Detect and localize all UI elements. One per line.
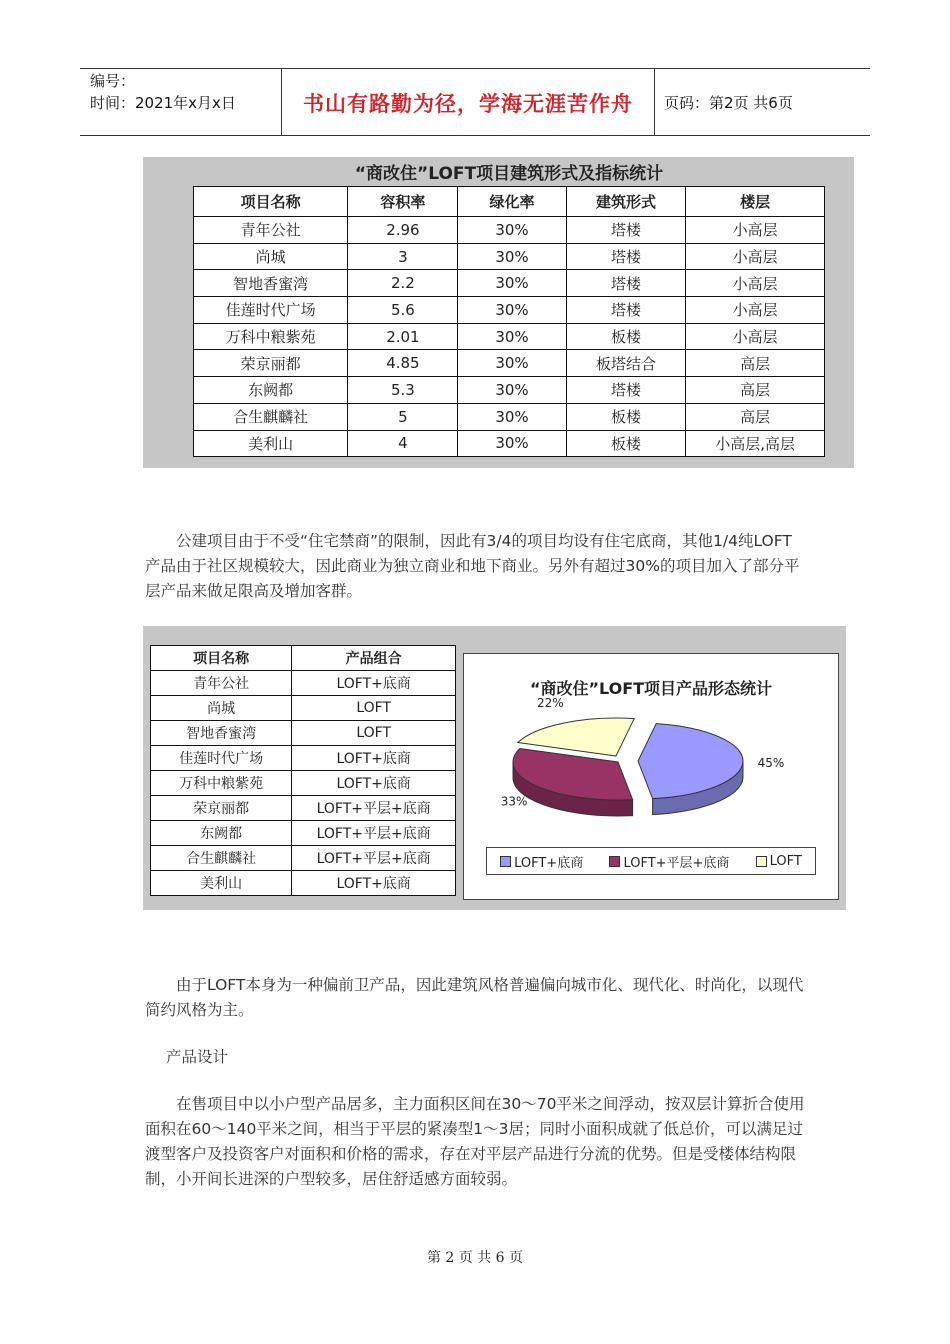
pie-data-label: 22% bbox=[536, 696, 564, 711]
table2-cell: LOFT+底商 bbox=[292, 771, 456, 796]
table2-cell: LOFT+底商 bbox=[292, 671, 456, 696]
table2-header-cell: 项目名称 bbox=[151, 646, 292, 671]
table1-cell: 4 bbox=[348, 430, 458, 457]
table2-row bbox=[151, 696, 456, 721]
paragraph-2 bbox=[145, 973, 805, 1023]
legend-item bbox=[756, 854, 802, 869]
table1-cell: 30% bbox=[458, 217, 566, 244]
table1-header-cell: 楼层 bbox=[686, 187, 825, 217]
paragraph-3 bbox=[145, 1092, 805, 1192]
paragraph-1-text: 公建项目由于不受“住宅禁商”的限制，因此有3/4的项目均设有住宅底商，其他1/4纯LOFT产品由于社区规模较大，因此商业为独立商业和地下商业。另外有超过30%的项目加入了部分平层产品来做足限高及增加客群。 bbox=[145, 532, 800, 600]
table1-row bbox=[194, 403, 825, 430]
table1-cell: 2.2 bbox=[348, 270, 458, 297]
table2-header-cell: 产品组合 bbox=[292, 646, 456, 671]
legend-item bbox=[500, 852, 583, 871]
table1-cell: 30% bbox=[458, 350, 566, 377]
table2-cell: 荣京丽都 bbox=[151, 796, 292, 821]
table1-cell: 尚城 bbox=[194, 243, 348, 270]
legend-label: LOFT+底商 bbox=[514, 855, 584, 871]
table2-row bbox=[151, 771, 456, 796]
table1-cell: 3 bbox=[348, 243, 458, 270]
table1-cell: 塔楼 bbox=[566, 243, 686, 270]
legend-label: LOFT bbox=[769, 853, 802, 869]
table1-cell: 30% bbox=[458, 323, 566, 350]
table2-row bbox=[151, 746, 456, 771]
table2-row bbox=[151, 671, 456, 696]
table1-cell: 高层 bbox=[686, 403, 825, 430]
table1-row bbox=[194, 377, 825, 404]
table1-cell: 小高层 bbox=[686, 217, 825, 244]
table2-cell: LOFT+平层+底商 bbox=[292, 796, 456, 821]
table1-cell: 板楼 bbox=[566, 403, 686, 430]
table2-header-row bbox=[151, 646, 456, 671]
table1-row bbox=[194, 350, 825, 377]
table2-row bbox=[151, 846, 456, 871]
table1-cell: 板楼 bbox=[566, 430, 686, 457]
table1-cell: 塔楼 bbox=[566, 217, 686, 244]
table1-cell: 高层 bbox=[686, 350, 825, 377]
table1-cell: 30% bbox=[458, 270, 566, 297]
table1-cell: 2.96 bbox=[348, 217, 458, 244]
table1-cell: 小高层,高层 bbox=[686, 430, 825, 457]
table1-row bbox=[194, 270, 825, 297]
table2-cell: LOFT+底商 bbox=[292, 871, 456, 896]
paragraph-3-text: 在售项目中以小户型产品居多，主力面积区间在30～70平米之间浮动，按双层计算折合使用面积在60～140平米之间，相当于平层的紧凑型1～3居；同时小面积成就了低总价，可以满足过渡型客户及投资客户对面积和价格的需求，存在对平层产品进行分流的优势。但是受楼体结构限制，小开间长进深的户型较多，居住舒适感方面较弱。 bbox=[145, 1095, 805, 1188]
pie-chart-box bbox=[463, 653, 839, 900]
table1 bbox=[193, 186, 825, 457]
table1-cell: 30% bbox=[458, 377, 566, 404]
table1-cell: 塔楼 bbox=[566, 270, 686, 297]
table1-header-cell: 容积率 bbox=[348, 187, 458, 217]
table1-cell: 板楼 bbox=[566, 323, 686, 350]
table1-cell: 佳莲时代广场 bbox=[194, 297, 348, 324]
table1-cell: 板塔结合 bbox=[566, 350, 686, 377]
legend-label: LOFT+平层+底商 bbox=[623, 855, 730, 871]
table1-cell: 塔楼 bbox=[566, 297, 686, 324]
table1-cell: 青年公社 bbox=[194, 217, 348, 244]
table1-cell: 美利山 bbox=[194, 430, 348, 457]
table1-cell: 万科中粮紫苑 bbox=[194, 323, 348, 350]
table1-cell: 5.6 bbox=[348, 297, 458, 324]
header-page-label: 页码：第2页 共6页 bbox=[664, 94, 793, 112]
header-motto: 书山有路勤为径，学海无涯苦作舟 bbox=[303, 92, 633, 116]
table2 bbox=[150, 645, 456, 896]
table2-cell: LOFT bbox=[292, 696, 456, 721]
legend-swatch bbox=[756, 856, 767, 867]
table2-row bbox=[151, 721, 456, 746]
table2-cell: 佳莲时代广场 bbox=[151, 746, 292, 771]
pie-data-label: 45% bbox=[757, 756, 785, 771]
table1-row bbox=[194, 243, 825, 270]
table1-cell: 5.3 bbox=[348, 377, 458, 404]
table2-cell: 青年公社 bbox=[151, 671, 292, 696]
legend-item bbox=[609, 852, 729, 871]
header-top-rule bbox=[80, 68, 870, 69]
table2-cell: 万科中粮紫苑 bbox=[151, 771, 292, 796]
paragraph-2-text: 由于LOFT本身为一种偏前卫产品，因此建筑风格普遍偏向城市化、现代化、时尚化，以现代简约风格为主。 bbox=[145, 976, 804, 1019]
paragraph-1 bbox=[145, 529, 805, 604]
table1-cell: 30% bbox=[458, 297, 566, 324]
legend-swatch bbox=[609, 856, 620, 867]
table1-title: “商改住”LOFT项目建筑形式及指标统计 bbox=[354, 164, 664, 184]
table1-cell: 小高层 bbox=[686, 270, 825, 297]
table1-cell: 荣京丽都 bbox=[194, 350, 348, 377]
table1-cell: 5 bbox=[348, 403, 458, 430]
table2-cell: 尚城 bbox=[151, 696, 292, 721]
table2-row bbox=[151, 871, 456, 896]
legend-swatch bbox=[500, 856, 511, 867]
header-time-label: 时间：2021年x月x日 bbox=[90, 94, 236, 112]
table2-cell: 智地香蜜湾 bbox=[151, 721, 292, 746]
table1-cell: 小高层 bbox=[686, 297, 825, 324]
table2-row bbox=[151, 796, 456, 821]
header-left bbox=[90, 70, 236, 114]
table1-header-cell: 绿化率 bbox=[458, 187, 566, 217]
table1-cell: 30% bbox=[458, 403, 566, 430]
table2-cell: LOFT+平层+底商 bbox=[292, 821, 456, 846]
header-number-label: 编号： bbox=[90, 72, 136, 90]
table2-cell: LOFT+平层+底商 bbox=[292, 846, 456, 871]
table1-cell: 30% bbox=[458, 243, 566, 270]
table1-row bbox=[194, 323, 825, 350]
table1-header-row bbox=[194, 187, 825, 217]
table2-cell: LOFT bbox=[292, 721, 456, 746]
table1-cell: 东阙都 bbox=[194, 377, 348, 404]
table1-row bbox=[194, 297, 825, 324]
table2-cell: 美利山 bbox=[151, 871, 292, 896]
section-heading-product-design: 产品设计 bbox=[166, 1048, 229, 1066]
table2-cell: 东阙都 bbox=[151, 821, 292, 846]
pie-legend bbox=[486, 847, 816, 875]
table1-cell: 2.01 bbox=[348, 323, 458, 350]
table1-cell: 4.85 bbox=[348, 350, 458, 377]
table1-cell: 小高层 bbox=[686, 243, 825, 270]
table1-header-cell: 项目名称 bbox=[194, 187, 348, 217]
table1-cell: 塔楼 bbox=[566, 377, 686, 404]
table1-cell: 高层 bbox=[686, 377, 825, 404]
header-divider-right bbox=[654, 68, 655, 136]
pie-data-label: 33% bbox=[500, 794, 528, 809]
table1-cell: 合生麒麟社 bbox=[194, 403, 348, 430]
table2-row bbox=[151, 821, 456, 846]
header-bottom-rule bbox=[80, 135, 870, 136]
table1-cell: 智地香蜜湾 bbox=[194, 270, 348, 297]
table1-row bbox=[194, 217, 825, 244]
table2-cell: LOFT+底商 bbox=[292, 746, 456, 771]
table1-row bbox=[194, 430, 825, 457]
table1-cell: 30% bbox=[458, 430, 566, 457]
table1-header-cell: 建筑形式 bbox=[566, 187, 686, 217]
page-footer: 第 2 页 共 6 页 bbox=[426, 1250, 524, 1266]
table1-cell: 小高层 bbox=[686, 323, 825, 350]
table2-cell: 合生麒麟社 bbox=[151, 846, 292, 871]
pie-chart-title: “商改住”LOFT项目产品形态统计 bbox=[529, 679, 773, 698]
